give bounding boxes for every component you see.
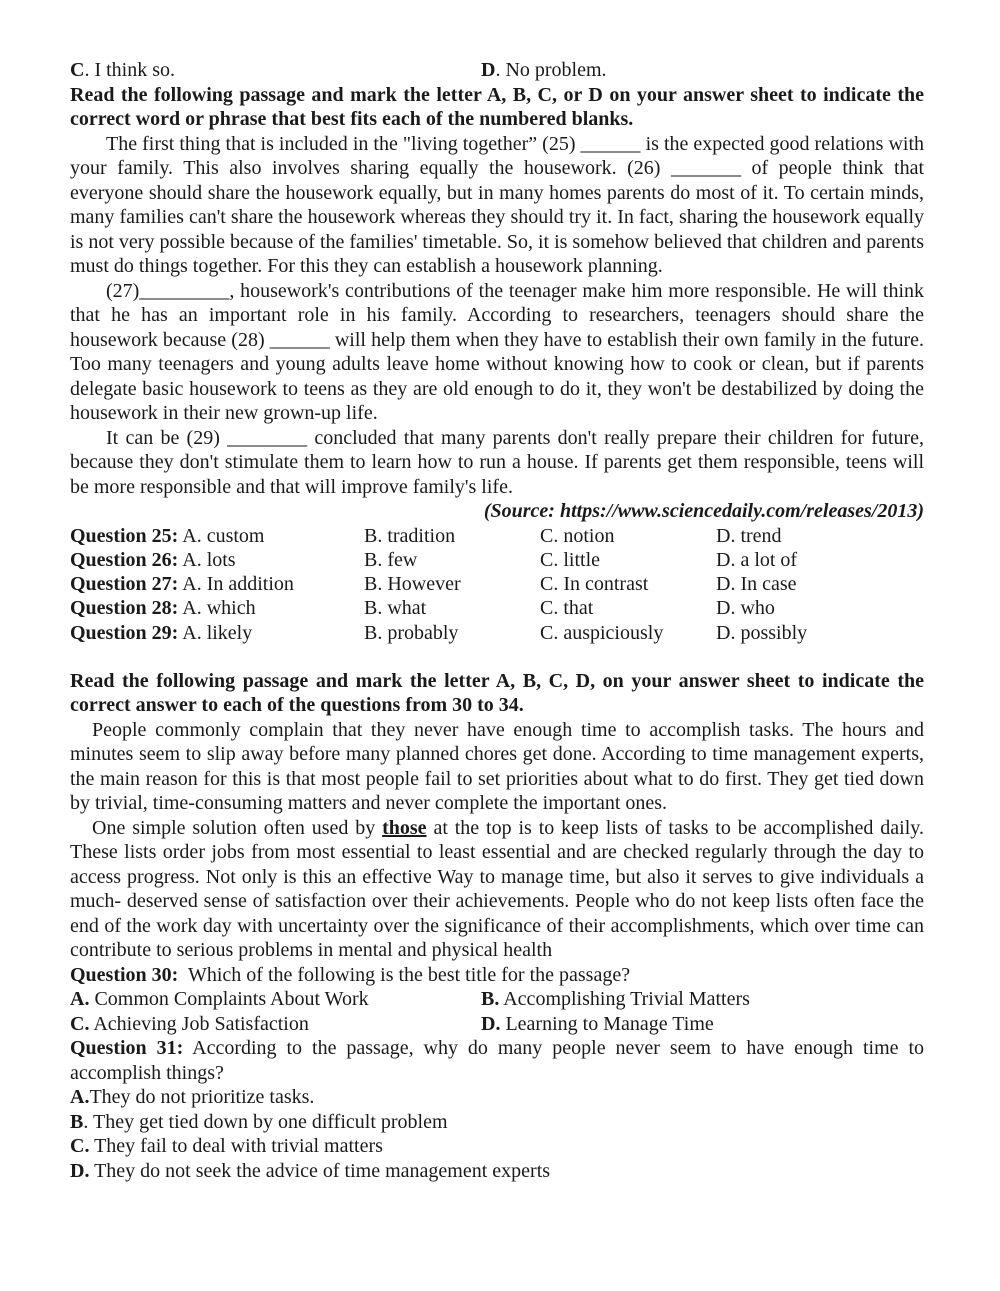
option-d — [481, 58, 607, 83]
question-30 — [70, 963, 924, 988]
q30-option-c — [70, 1012, 481, 1037]
option-c: C. that — [540, 597, 594, 620]
option-b: B. However — [364, 573, 461, 596]
option-text: They fail to deal with trivial matters — [89, 1135, 383, 1158]
option-text: Accomplishing Trivial Matters — [499, 988, 750, 1011]
option-c-text: . I think so. — [84, 59, 176, 81]
option-c: C. little — [540, 548, 600, 571]
q31-option-c — [70, 1134, 924, 1159]
section2-paragraph-1: People commonly complain that they never have enough time to accomplish tasks. The hours and minutes seem to slip away before many planned chores get done. According to time management experts, the main reason for this is that most people fail to set priorities about what to do first. They get tied down by trivial, time-consuming matters and never complete the important ones. — [70, 718, 924, 815]
option-b: B. few — [364, 548, 418, 571]
section-spacer — [70, 645, 924, 669]
section1-paragraph-3: It can be (29) ________ concluded that many parents don't really prepare their children for future, because they don't stimulate them to learn how to run a house. If parents get them responsible, teens will be more responsible and that will improve family's life. — [70, 426, 924, 498]
option-a: A. In addition — [182, 573, 294, 596]
question-list-25-29 — [70, 524, 924, 645]
question-30-label: Question 30: — [70, 963, 179, 986]
option-b: B. what — [364, 597, 427, 620]
option-letter: B — [70, 1110, 84, 1133]
question-31 — [70, 1036, 924, 1085]
option-d: D. In case — [716, 573, 797, 596]
option-text: Common Complaints About Work — [89, 988, 369, 1011]
option-letter: A. — [70, 1086, 90, 1109]
option-c-letter: C — [70, 59, 85, 81]
q30-option-b — [481, 987, 750, 1012]
option-letter: A. — [70, 988, 90, 1011]
question-31-text: According to the passage, why do many people never seem to have enough time to accomplish things? — [70, 1037, 925, 1084]
section1-paragraph-1: The first thing that is included in the "living together” (25) ______ is the expected good relations with your family. This also involves sharing equally the housework. (26) _______ of people think that everyone should share the housework equally, but in many homes parents do most of it. To certain minds, many families can't share the housework whereas they should try it. In fact, sharing the housework equally is not very possible because of the families' timetable. So, it is somehow believed that children and parents must do things together. For this they can establish a housework planning. — [70, 132, 924, 277]
question-label: Question 29: — [70, 621, 179, 644]
section1-instruction: Read the following passage and mark the letter A, B, C, or D on your answer sheet to indicate the correct word or phrase that best fits each of the numbered blanks. — [70, 83, 924, 130]
section1-paragraph-2: (27)_________, housework's contributions of the teenager make him more responsible. He will think that he has an important role in his family. According to researchers, teenagers should share the housework because (28) ______ will help them when they have to establish their own family in the future. Too many teenagers and young adults leave home without knowing how to cook or clean, but if parents delegate basic housework to teens as they are old enough to do it, they won't be destabilized by doing the housework in their new grown-up life. — [70, 279, 924, 424]
question-30-options-row-1 — [70, 987, 924, 1012]
q31-option-d — [70, 1159, 924, 1184]
question-row-27 — [70, 572, 924, 596]
option-d: D. a lot of — [716, 548, 798, 571]
option-a: A. lots — [182, 548, 236, 571]
question-row-25 — [70, 524, 924, 548]
option-letter: C. — [70, 1135, 90, 1158]
q30-option-d — [481, 1012, 714, 1037]
question-label: Question 28: — [70, 597, 179, 620]
option-d-letter: D — [481, 59, 496, 81]
top-options-row — [70, 58, 924, 83]
q31-option-b — [70, 1110, 924, 1135]
section2-instruction: Read the following passage and mark the letter A, B, C, D, on your answer sheet to indicate the correct answer to each of the questions from 30 to 34. — [70, 669, 924, 717]
q31-option-a — [70, 1085, 924, 1110]
option-a: A. likely — [182, 621, 253, 644]
option-b: B. tradition — [364, 524, 456, 547]
document-page — [70, 58, 924, 1183]
question-label: Question 27: — [70, 573, 179, 596]
question-row-28 — [70, 596, 924, 620]
option-c: C. notion — [540, 524, 615, 547]
option-text: . They get tied down by one difficult problem — [83, 1110, 448, 1133]
option-letter: C. — [70, 1012, 90, 1035]
option-c: C. auspiciously — [540, 621, 664, 644]
option-a: A. which — [182, 597, 256, 620]
option-c — [70, 58, 481, 83]
option-text: Learning to Manage Time — [500, 1012, 714, 1035]
option-text: They do not prioritize tasks. — [89, 1086, 315, 1109]
option-d: D. who — [716, 597, 775, 620]
q30-option-a — [70, 987, 481, 1012]
paragraph-text-before: One simple solution often used by — [92, 816, 383, 839]
option-a: A. custom — [182, 524, 265, 547]
option-b: B. probably — [364, 621, 459, 644]
question-label: Question 26: — [70, 548, 179, 571]
option-c: C. In contrast — [540, 573, 649, 596]
option-text: Achieving Job Satisfaction — [89, 1012, 309, 1035]
option-letter: D. — [70, 1159, 90, 1182]
option-text: They do not seek the advice of time management experts — [89, 1159, 551, 1182]
question-30-options-row-2 — [70, 1012, 924, 1037]
source-citation: (Source: https://www.sciencedaily.com/releases/2013) — [483, 500, 924, 522]
question-row-26 — [70, 548, 924, 572]
question-31-label: Question 31: — [70, 1037, 184, 1060]
question-label: Question 25: — [70, 524, 179, 547]
highlighted-word-those: those — [382, 816, 427, 839]
question-row-29 — [70, 621, 924, 645]
option-d: D. trend — [716, 524, 782, 547]
option-d-text: . No problem. — [495, 59, 607, 81]
section2-paragraph-2 — [70, 816, 924, 963]
paragraph-text-after: at the top is to keep lists of tasks to be accomplished daily. These lists order jobs from most essential to least essential and are checked regularly through the day to access progress. Not only is this an effective Way to manage time, but also it serves to give individuals a much- deserved sense of satisfaction over their achievements. People who do not keep lists often face the end of the work day with uncertainty over the significance of their accomplishments, which over time can contribute to serious problems in mental and physical health — [70, 816, 924, 962]
option-letter: B. — [481, 988, 500, 1011]
option-d: D. possibly — [716, 621, 808, 644]
question-30-text: Which of the following is the best title for the passage? — [178, 963, 631, 986]
option-letter: D. — [481, 1012, 501, 1035]
